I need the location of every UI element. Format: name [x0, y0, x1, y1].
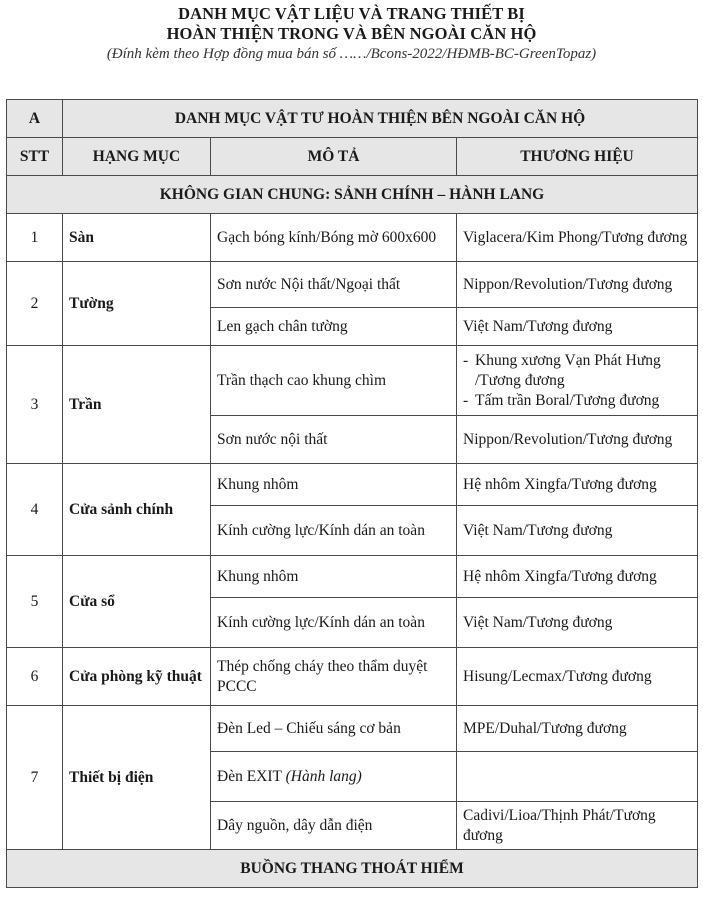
materials-table [6, 99, 698, 888]
item-cell: Cửa sổ [63, 556, 211, 648]
brand-text: Khung xương Vạn Phát Hưng /Tương đương [475, 351, 661, 389]
desc-text: Kính cường lực/Kính dán an toàn [217, 521, 425, 539]
section-code: A [7, 100, 63, 138]
desc-text: Len gạch chân tường [217, 317, 348, 335]
group-row [7, 850, 698, 888]
brand-cell: Việt Nam/Tương đương [457, 598, 698, 648]
desc-cell [211, 648, 457, 706]
stt-cell: 2 [7, 262, 63, 346]
brand-cell: MPE/Duhal/Tương đương [457, 706, 698, 752]
item-cell: Trần [63, 346, 211, 464]
brand-list-item [463, 351, 691, 391]
table-row [7, 706, 698, 752]
desc-text: Sơn nước nội thất [217, 430, 328, 448]
desc-cell [211, 308, 457, 346]
desc-text: Khung nhôm [217, 567, 299, 585]
desc-cell [211, 464, 457, 506]
desc-text: Khung nhôm [217, 475, 299, 493]
brand-list-item [463, 391, 691, 411]
brand-cell: Hệ nhôm Xingfa/Tương đương [457, 464, 698, 506]
brand-cell: Việt Nam/Tương đương [457, 506, 698, 556]
desc-cell [211, 706, 457, 752]
stt-cell: 7 [7, 706, 63, 850]
desc-text: Kính cường lực/Kính dán an toàn [217, 613, 425, 631]
desc-cell [211, 556, 457, 598]
stt-cell: 4 [7, 464, 63, 556]
table-row [7, 214, 698, 262]
stt-cell: 5 [7, 556, 63, 648]
group-row [7, 176, 698, 214]
table-row [7, 648, 698, 706]
stt-cell: 3 [7, 346, 63, 464]
desc-text: Thép chống cháy theo thẩm duyệt PCCC [217, 657, 428, 695]
stt-cell: 6 [7, 648, 63, 706]
desc-cell [211, 416, 457, 464]
brand-list [463, 351, 691, 411]
item-cell: Sàn [63, 214, 211, 262]
brand-text: Tấm trần Boral/Tương đương [475, 391, 660, 409]
desc-text: Đèn EXIT [217, 767, 286, 785]
brand-cell: Nippon/Revolution/Tương đương [457, 416, 698, 464]
brand-cell: Việt Nam/Tương đương [457, 308, 698, 346]
col-stt: STT [7, 138, 63, 176]
title-line-2: HOÀN THIỆN TRONG VÀ BÊN NGOÀI CĂN HỘ [166, 24, 537, 43]
desc-cell [211, 346, 457, 416]
table-row [7, 464, 698, 506]
desc-text: Dây nguồn, dây dẫn điện [217, 816, 373, 834]
group-title: KHÔNG GIAN CHUNG: SẢNH CHÍNH – HÀNH LANG [7, 176, 698, 214]
desc-cell [211, 752, 457, 802]
col-brand: THƯƠNG HIỆU [457, 138, 698, 176]
brand-cell: Viglacera/Kim Phong/Tương đương [457, 214, 698, 262]
section-title: DANH MỤC VẬT TƯ HOÀN THIỆN BÊN NGOÀI CĂN HỘ [63, 100, 698, 138]
brand-cell: Hệ nhôm Xingfa/Tương đương [457, 556, 698, 598]
item-cell: Thiết bị điện [63, 706, 211, 850]
group-title: BUỒNG THANG THOÁT HIỂM [7, 850, 698, 888]
brand-cell: Hisung/Lecmax/Tương đương [457, 648, 698, 706]
col-item: HẠNG MỤC [63, 138, 211, 176]
document-header [0, 4, 703, 64]
desc-note: (Hành lang) [285, 767, 362, 785]
stt-cell: 1 [7, 214, 63, 262]
table-row [7, 262, 698, 308]
desc-cell [211, 214, 457, 262]
table-row [7, 346, 698, 416]
brand-cell: Cadivi/Lioa/Thịnh Phát/Tương đương [457, 802, 698, 850]
subtitle: (Đính kèm theo Hợp đồng mua bán số ……/Bcons-2022/HĐMB-BC-GreenTopaz) [106, 46, 597, 62]
desc-text: Sơn nước Nội thất/Ngoại thất [217, 275, 401, 293]
item-cell: Cửa sảnh chính [63, 464, 211, 556]
desc-text: Trần thạch cao khung chìm [217, 371, 387, 389]
desc-cell [211, 262, 457, 308]
col-desc: MÔ TẢ [211, 138, 457, 176]
dash-bullet: - [463, 391, 469, 409]
desc-text: Đèn Led – Chiếu sáng cơ bản [217, 719, 401, 737]
item-cell: Cửa phòng kỹ thuật [63, 648, 211, 706]
desc-cell [211, 598, 457, 648]
table-row [7, 556, 698, 598]
brand-cell [457, 752, 698, 802]
desc-cell [211, 506, 457, 556]
desc-cell [211, 802, 457, 850]
brand-cell [457, 346, 698, 416]
brand-cell: Nippon/Revolution/Tương đương [457, 262, 698, 308]
title-line-1: DANH MỤC VẬT LIỆU VÀ TRANG THIẾT BỊ [178, 4, 525, 23]
item-cell: Tường [63, 262, 211, 346]
section-row [7, 100, 698, 138]
desc-text: Gạch bóng kính/Bóng mờ 600x600 [217, 228, 437, 246]
column-header-row [7, 138, 698, 176]
dash-bullet: - [463, 351, 469, 369]
